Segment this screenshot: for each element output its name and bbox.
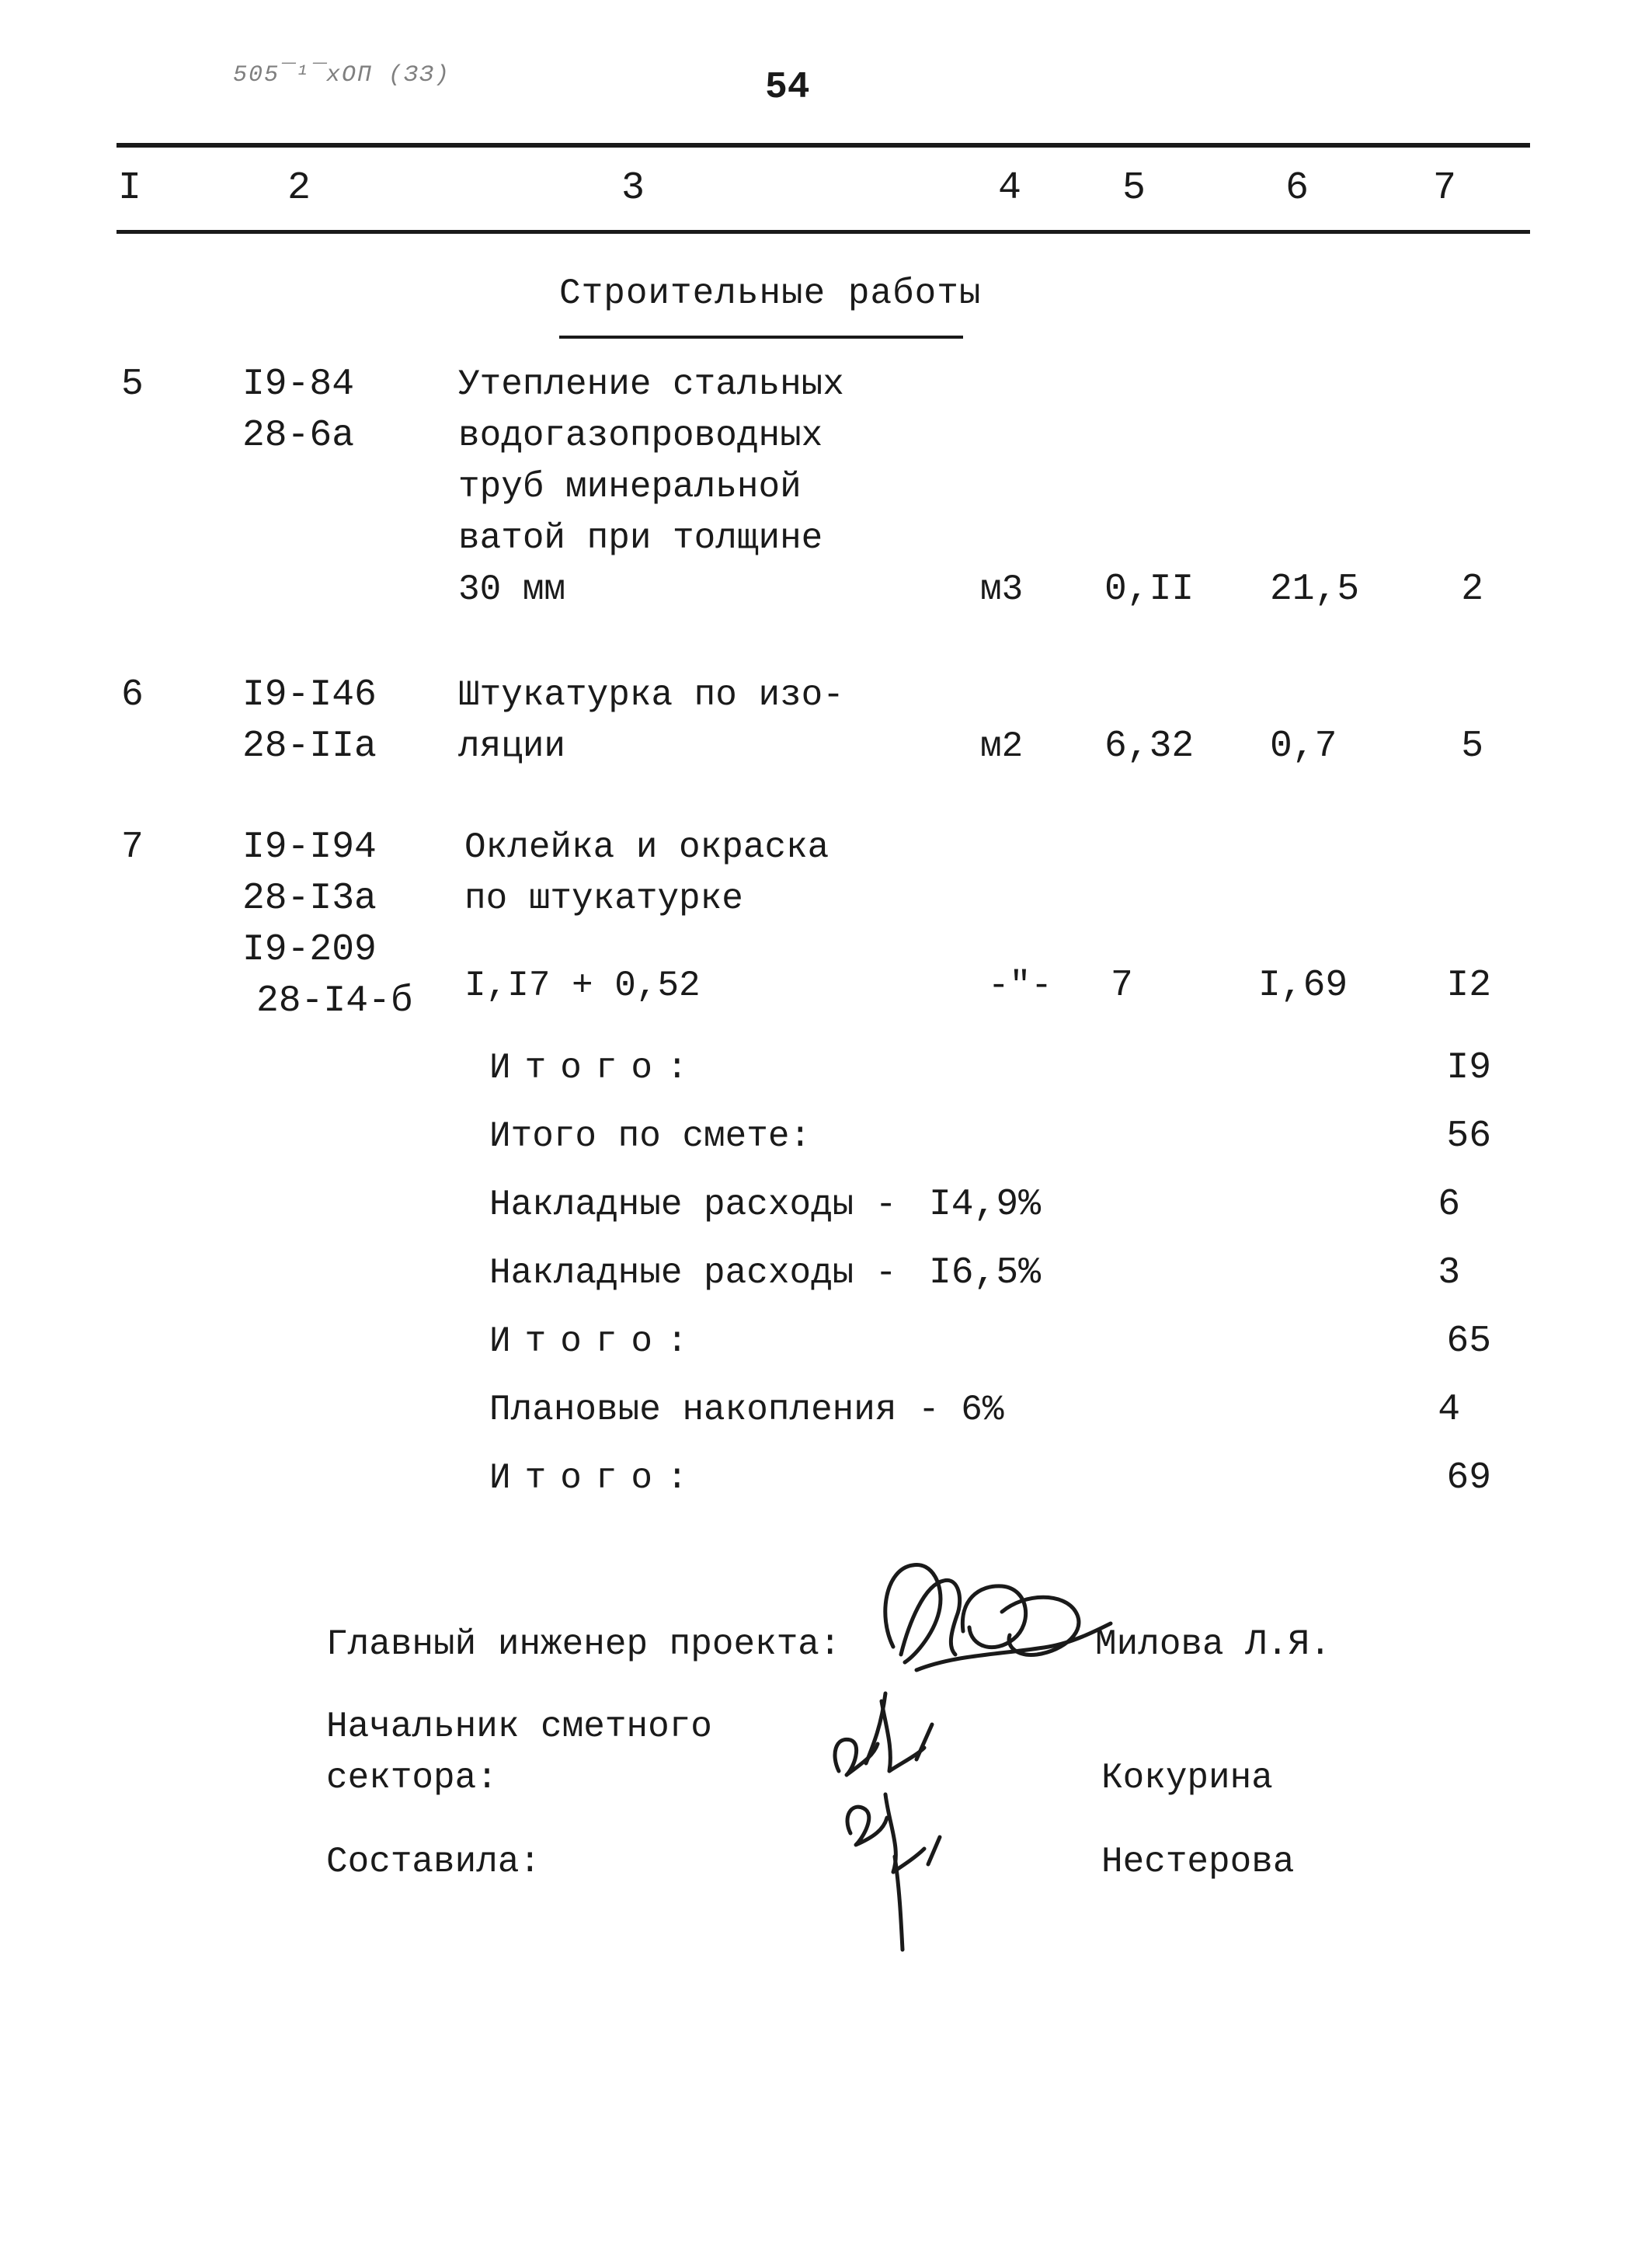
corner-stamp: 505¯¹¯хОП (ЗЗ) <box>233 62 451 89</box>
row-quantity: 6,32 <box>1104 726 1195 767</box>
row-description-line: ляции <box>458 726 566 767</box>
row-unit: -"- <box>988 966 1052 1006</box>
summary-value: 56 <box>1446 1115 1491 1157</box>
row-unit: м2 <box>980 726 1024 767</box>
section-title-underline <box>559 336 963 339</box>
chief-engineer-label: Главный инженер проекта: <box>326 1624 841 1665</box>
column-header-1: I <box>118 166 142 211</box>
summary-rate: I4,9% <box>929 1184 1042 1226</box>
row-description-line: Оклейка и окраска <box>464 827 829 868</box>
summary-value: 4 <box>1438 1389 1460 1431</box>
row-code: I9-I46 <box>242 674 377 716</box>
row-description-line: I,I7 + 0,52 <box>464 966 701 1006</box>
row-description-line: труб минеральной <box>458 467 802 507</box>
summary-value: 69 <box>1446 1457 1491 1499</box>
row-total: 5 <box>1461 726 1483 767</box>
top-rule <box>117 143 1530 148</box>
column-header-6: 6 <box>1285 166 1309 211</box>
row-description-line: Штукатурка по изо- <box>458 675 844 715</box>
row-code: I9-209 <box>242 929 377 971</box>
row-description-line: ватой при толщине <box>458 518 823 559</box>
row-quantity: 0,II <box>1104 569 1195 611</box>
row-code: 28-I3a <box>242 878 377 920</box>
column-header-5: 5 <box>1122 166 1146 211</box>
row-price: I,69 <box>1258 965 1348 1007</box>
row-quantity: 7 <box>1111 965 1133 1007</box>
summary-label: Итого: <box>489 1321 702 1362</box>
header-rule <box>117 230 1530 234</box>
chief-engineer-name: Милова Л.Я. <box>1095 1624 1331 1665</box>
section-title: Строительные работы <box>559 273 982 314</box>
row-number: 7 <box>121 826 144 868</box>
row-description-line: Утепление стальных <box>458 364 844 405</box>
summary-value: 65 <box>1446 1321 1491 1362</box>
row-number: 5 <box>121 364 144 405</box>
summary-label: Итого: <box>489 1048 702 1088</box>
summary-label: Плановые накопления - 6% <box>489 1390 1004 1430</box>
row-total: I2 <box>1446 965 1491 1007</box>
head-estimate-label: Начальник сметного <box>326 1707 712 1747</box>
column-header-7: 7 <box>1433 166 1457 211</box>
summary-value: 3 <box>1438 1252 1460 1294</box>
page-number: 54 <box>765 67 810 109</box>
row-number: 6 <box>121 674 144 716</box>
summary-label: Накладные расходы - <box>489 1185 897 1225</box>
row-price: 0,7 <box>1270 726 1337 767</box>
summary-label: Итого по смете: <box>489 1116 812 1157</box>
summary-rate: I6,5% <box>929 1252 1042 1294</box>
row-description-line: водогазопроводных <box>458 416 823 456</box>
chief-engineer-signature <box>870 1538 1118 1686</box>
summary-value: I9 <box>1446 1047 1491 1089</box>
summary-label: Итого: <box>489 1458 702 1498</box>
row-unit: м3 <box>980 569 1024 610</box>
row-price: 21,5 <box>1270 569 1360 611</box>
summary-value: 6 <box>1438 1184 1460 1226</box>
head-estimate-name: Кокурина <box>1101 1758 1273 1798</box>
row-description-line: 30 мм <box>458 569 566 610</box>
row-code: 28-IIa <box>242 726 377 767</box>
row-code: 28-6a <box>242 415 355 457</box>
row-code: I9-I94 <box>242 826 377 868</box>
row-total: 2 <box>1461 569 1483 611</box>
compiled-label: Составила: <box>326 1842 541 1882</box>
head-estimate-label: сектора: <box>326 1758 498 1798</box>
column-header-3: 3 <box>621 166 645 211</box>
signature-nesterova <box>816 1763 971 1965</box>
column-header-4: 4 <box>998 166 1022 211</box>
compiled-name: Нестерова <box>1101 1842 1295 1882</box>
column-header-2: 2 <box>287 166 311 211</box>
summary-label: Накладные расходы - <box>489 1253 897 1293</box>
row-code: I9-84 <box>242 364 355 405</box>
row-description-line: по штукатурке <box>464 879 743 919</box>
row-code: 28-I4-б <box>256 980 413 1022</box>
